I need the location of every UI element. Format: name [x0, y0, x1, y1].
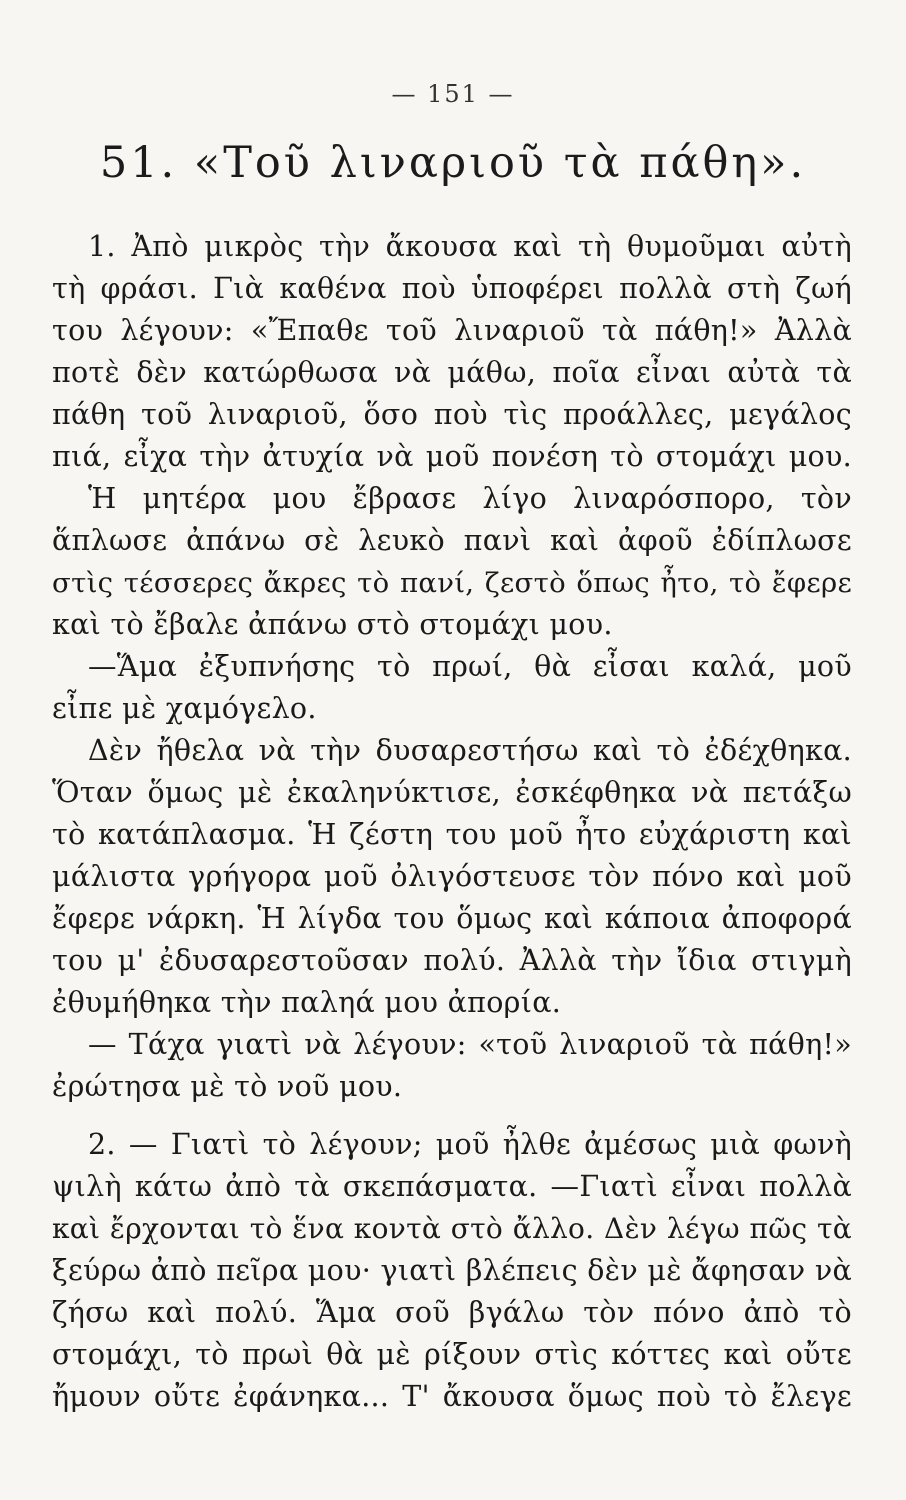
text-line: Ὅταν ὅμως μὲ ἐκαληνύκτισε, ἐσκέφθηκα νὰ πετάξω [52, 776, 852, 809]
text-line: ζήσω καὶ πολύ. Ἅμα σοῦ βγάλω τὸν πόνο ἀπὸ τὸ [52, 1296, 852, 1329]
text-line: Δὲν ἤθελα νὰ τὴν δυσαρεστήσω καὶ τὸ ἐδέχθηκα. [88, 734, 852, 767]
text-line: τὴ φράσι. Γιὰ καθένα ποὺ ὑποφέρει πολλὰ στὴ ζωή [52, 272, 852, 305]
page-number: — 151 — [391, 80, 515, 108]
text-line: Ἡ μητέρα μου ἔβρασε λίγο λιναρόσπορο, τὸν [88, 482, 852, 515]
text-line: καὶ ἔρχονται τὸ ἕνα κοντὰ στὸ ἄλλο. Δὲν λέγω πῶς τὰ [52, 1212, 852, 1245]
text-line: ἔφερε νάρκη. Ἡ λίγδα του ὅμως καὶ κάποια ἀποφορά [52, 902, 852, 935]
section-1 [52, 226, 852, 1108]
text-line: μάλιστα γρήγορα μοῦ ὀλιγόστευσε τὸν πόνο καὶ μοῦ [52, 860, 852, 893]
text-line: στὶς τέσσερες ἄκρες τὸ πανί, ζεστὸ ὅπως ἦτο, τὸ ἔφερε [52, 567, 852, 599]
text-line: πάθη τοῦ λιναριοῦ, ὅσο ποὺ τὶς προάλλες, μεγάλος [52, 398, 852, 431]
text-line: ἐθυμήθηκα τὴν παληά μου ἀπορία. [52, 986, 562, 1019]
text-line: εἶπε μὲ χαμόγελο. [52, 692, 317, 725]
text-line: στομάχι, τὸ πρωὶ θὰ μὲ ρίξουν στὶς κόττες καὶ οὔτε [52, 1338, 852, 1371]
text-line: ἐρώτησα μὲ τὸ νοῦ μου. [52, 1070, 403, 1103]
text-line: ἤμουν οὔτε ἐφάνηκα... Τ' ἄκουσα ὅμως ποὺ τὸ ἔλεγε [52, 1380, 852, 1413]
text-line: 1. Ἀπὸ μικρὸς τὴν ἄκουσα καὶ τὴ θυμοῦμαι αὐτὴ [88, 230, 852, 263]
text-line: ποτὲ δὲν κατώρθωσα νὰ μάθω, ποῖα εἶναι αὐτὰ τὰ [52, 356, 852, 389]
text-line: ἅπλωσε ἀπάνω σὲ λευκὸ πανὶ καὶ ἀφοῦ ἐδίπλωσε [52, 524, 852, 557]
text-line: του λέγουν: «Ἔπαθε τοῦ λιναριοῦ τὰ πάθη!» Ἀλλὰ [52, 314, 852, 347]
text-line: τὸ κατάπλασμα. Ἡ ζέστη του μοῦ ἦτο εὐχάριστη καὶ [52, 818, 852, 851]
text-line: ψιλὴ κάτω ἀπὸ τὰ σκεπάσματα. —Γιατὶ εἶναι πολλὰ [52, 1170, 852, 1203]
text-line: — Τάχα γιατὶ νὰ λέγουν: «τοῦ λιναριοῦ τὰ πάθη!» [88, 1028, 852, 1061]
chapter-title: 51. «Τοῦ λιναριοῦ τὰ πάθη». [99, 138, 807, 188]
section-2 [52, 1124, 852, 1418]
text-line: —Ἅμα ἐξυπνήσης τὸ πρωί, θὰ εἶσαι καλά, μοῦ [88, 650, 852, 683]
text-line: του μ' ἐδυσαρεστοῦσαν πολύ. Ἀλλὰ τὴν ἴδια στιγμὴ [52, 944, 852, 977]
text-line: καὶ τὸ ἔβαλε ἀπάνω στὸ στομάχι μου. [52, 608, 613, 641]
text-line: ξεύρω ἀπὸ πεῖρα μου· γιατὶ βλέπεις δὲν μὲ ἄφησαν νὰ [52, 1254, 852, 1287]
text-line: πιά, εἶχα τὴν ἀτυχία νὰ μοῦ πονέση τὸ στομάχι μου. [52, 440, 852, 473]
text-line: 2. — Γιατὶ τὸ λέγουν; μοῦ ἦλθε ἀμέσως μιὰ φωνὴ [88, 1128, 852, 1161]
